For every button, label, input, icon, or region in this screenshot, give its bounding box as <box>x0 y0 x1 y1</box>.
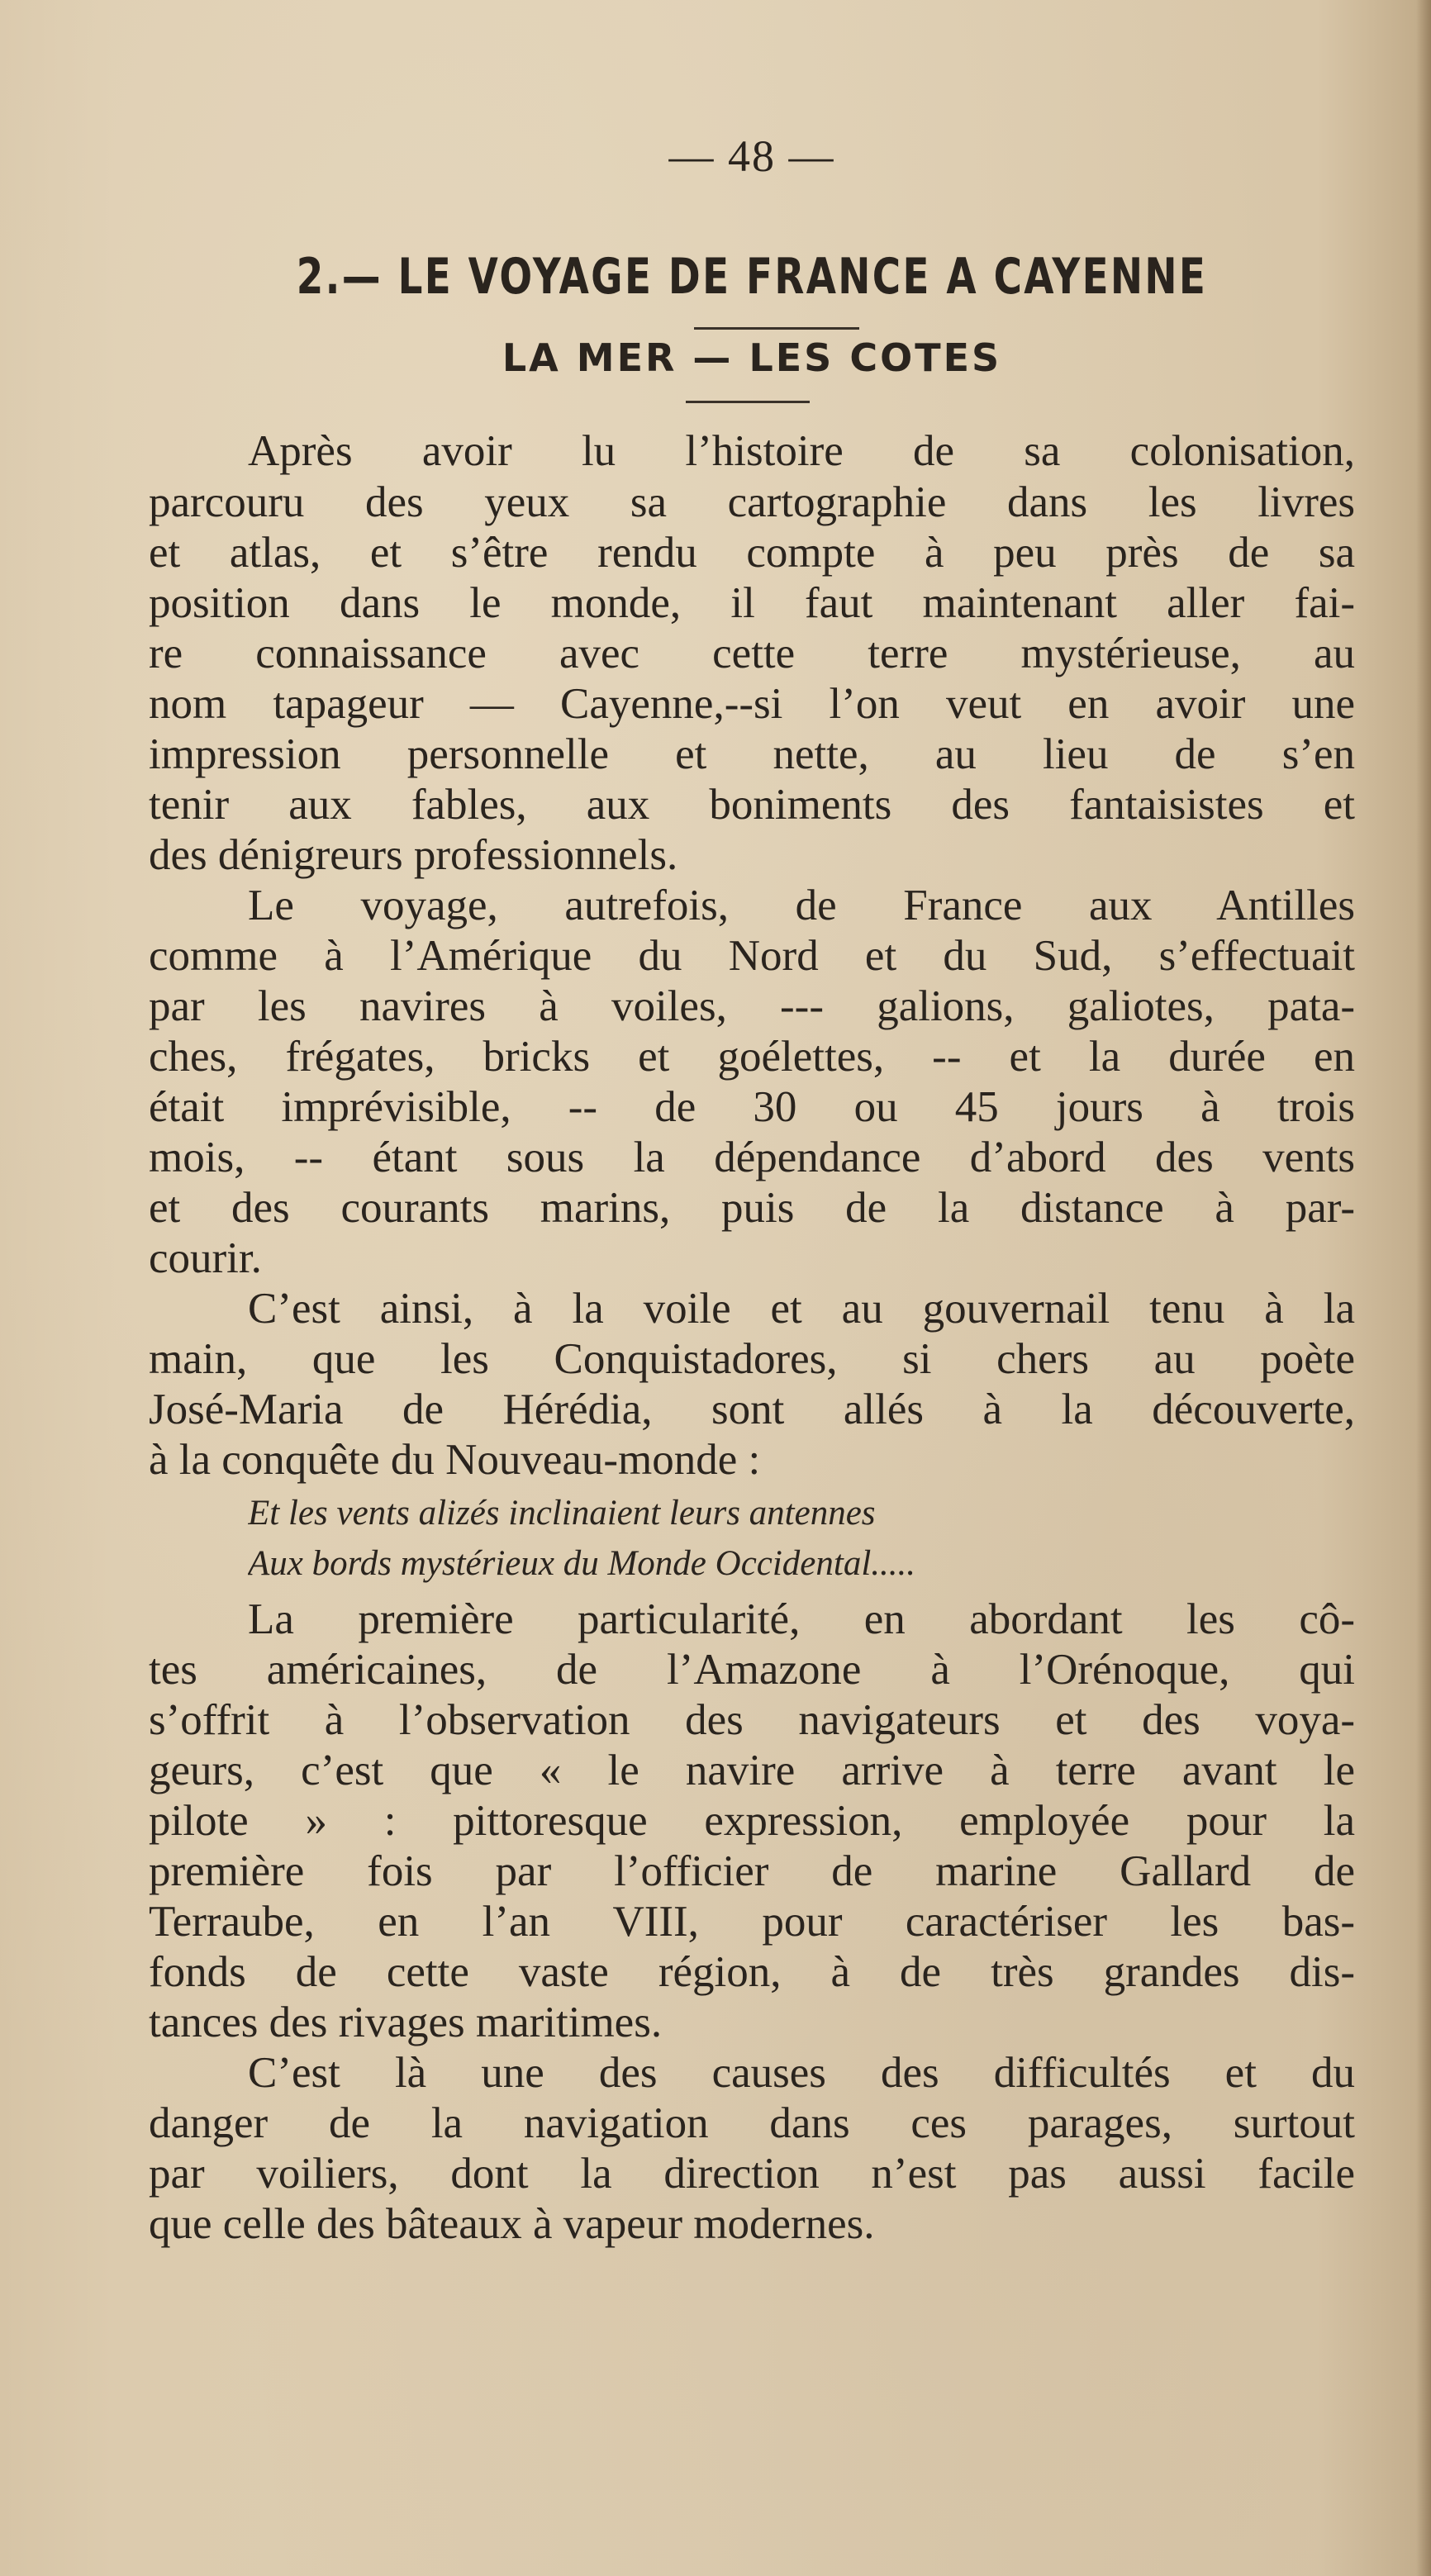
text-line: s’offrit à l’observation des navigateurs et des voya- <box>149 1696 1355 1744</box>
text-line: des dénigreurs professionnels. <box>149 831 678 879</box>
text-line: fonds de cette vaste région, à de très grandes dis- <box>149 1948 1355 1996</box>
text-line: Le voyage, autrefois, de France aux Antilles <box>248 882 1355 929</box>
text-line: geurs, c’est que « le navire arrive à terre avant le <box>149 1747 1355 1794</box>
text-line: José-Maria de Hérédia, sont allés à la découverte, <box>149 1385 1355 1433</box>
text-line: et atlas, et s’être rendu compte à peu près de sa <box>149 529 1355 577</box>
text-line: main, que les Conquistadores, si chers au poète <box>149 1335 1355 1383</box>
text-line: à la conquête du Nouveau-monde : <box>149 1436 761 1484</box>
page-number: — 48 — <box>668 131 835 181</box>
text-line: danger de la navigation dans ces parages, surtout <box>149 2099 1355 2147</box>
text-line: pilote » : pittoresque expression, employée pour la <box>149 1797 1355 1845</box>
text-line: C’est là une des causes des difficultés et du <box>248 2049 1355 2097</box>
text-line: et des courants marins, puis de la distance à par- <box>149 1184 1355 1232</box>
page-edge-shadow <box>1416 0 1431 2576</box>
verse-line: Et les vents alizés inclinaient leurs antennes <box>248 1494 876 1533</box>
text-line: courir. <box>149 1234 262 1282</box>
text-line: impression personnelle et nette, au lieu de s’en <box>149 730 1355 778</box>
subtitle-rule <box>686 401 810 403</box>
text-line: que celle des bâteaux à vapeur modernes. <box>149 2200 875 2248</box>
text-line: tenir aux fables, aux boniments des fantaisistes et <box>149 781 1355 829</box>
section-subtitle: LA MER — LES COTES <box>502 335 1002 380</box>
text-line: Après avoir lu l’histoire de sa colonisation, <box>248 427 1355 475</box>
text-line: C’est ainsi, à la voile et au gouvernail tenu à la <box>248 1285 1355 1333</box>
text-line: parcouru des yeux sa cartographie dans les livres <box>149 478 1355 526</box>
text-line: tances des rivages maritimes. <box>149 1999 663 2046</box>
text-line: comme à l’Amérique du Nord et du Sud, s’effectuait <box>149 932 1355 980</box>
text-line: ches, frégates, bricks et goélettes, -- et la durée en <box>149 1033 1355 1081</box>
text-line: par les navires à voiles, --- galions, galiotes, pata- <box>149 982 1355 1030</box>
text-line: Terraube, en l’an VIII, pour caractériser les bas- <box>149 1898 1355 1946</box>
text-line: re connaissance avec cette terre mystérieuse, au <box>149 630 1355 677</box>
text-line: mois, -- étant sous la dépendance d’abord des vents <box>149 1134 1355 1181</box>
text-line: par voiliers, dont la direction n’est pas aussi facile <box>149 2150 1355 2198</box>
title-rule <box>694 327 859 330</box>
chapter-title: 2.— LE VOYAGE DE FRANCE A CAYENNE <box>296 248 1208 306</box>
verse-line: Aux bords mystérieux du Monde Occidental..... <box>248 1544 916 1583</box>
text-line: nom tapageur — Cayenne,--si l’on veut en avoir une <box>149 680 1355 728</box>
text-line: première fois par l’officier de marine Gallard de <box>149 1847 1355 1895</box>
text-line: La première particularité, en abordant les cô- <box>248 1595 1355 1643</box>
text-line: était imprévisible, -- de 30 ou 45 jours à trois <box>149 1083 1355 1131</box>
text-line: tes américaines, de l’Amazone à l’Orénoque, qui <box>149 1646 1355 1694</box>
text-line: position dans le monde, il faut maintenant aller fai- <box>149 579 1355 627</box>
